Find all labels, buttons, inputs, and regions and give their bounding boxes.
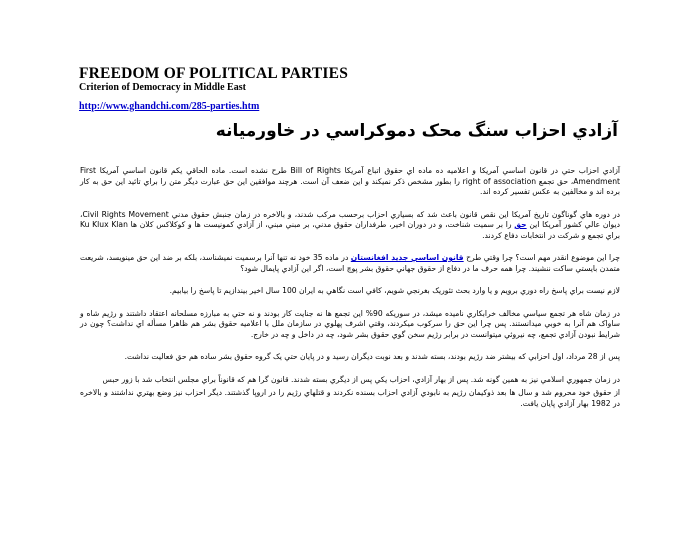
- paragraph-text: در زمان شاه هر تجمع سياسي مخالف خرابکاري ناميده ميشد، در سوريکه 90% اين تجمع ها نه جنايت کار بودند و نه حتي به مبارزه مسلحانه اعتقاد داشتند و رژيم شاه و ساواک هم آنرا به خوبي ميدانستند. پس چرا اين حق را سرکوب ميکردند، وقتي اشرف پهلوي در سازمان ملل با اعلاميه حقوق بشر هم ظاهرا مسأله اي نداشت؟ چون در شرايط نبودن آزادي تجمع، چه نيروئي ميتوانست در برابر رژيم سخن گوي حقوق بشر شود، چه در داخل و چه در خارج.: [80, 308, 620, 339]
- paragraph: [80, 210, 620, 242]
- paragraph: [80, 309, 620, 341]
- paragraph: [80, 352, 620, 363]
- paragraph-text: در دوره هاي گوناگون تاريخ آمريکا اين نقص قانون باعث شد که بسياري احزاب برحسب مرکب شدند، و بالاخره در زمان جنبش حقوق مدني Civil Rights Movement، ديوان عالي کشور آمريکا اين: [80, 209, 620, 229]
- english-subtitle: Criterion of Democracy in Middle East: [79, 82, 246, 93]
- paragraph-text: لازم نيست براي پاسخ راه دوري برويم و يا وارد بحث تئوريک بغرنجي شويم، کافي است نگاهي به ايران 100 سال اخير بيندازيم تا پاسخ را بيابيم.: [169, 286, 620, 295]
- paragraph-text: از حقوق خود محروم شد و سال ها بعد ذوکيمان رژيم به نابودي آزادي احزاب بسنده نکردند و قتلهاي رژيم را در اروپا گذشتند. ديگر احزاب نيز وضع بهتري نداشتند و بالاخره در 1982 بهار آزادي پايان يافت.: [80, 388, 620, 408]
- paragraph-text: در ماده 35 خود نه تنها آنرا برسميت نميشناسد، بلکه بر ضد اين حق مينويسد، شريعت متمدن بايستي ساکت ننشيند. چرا همه حرف ما در دفاع از حقوق جهاني حقوق بشر پوچ است، اگر اين آزادي پايمال شود؟: [80, 253, 620, 273]
- paragraph: [80, 388, 620, 409]
- paragraph-text: در زمان جمهوري اسلامي نيز به همين گونه شد. پس از بهار آزادي، احزاب يکي پس از ديگري بسته شدند. قانون گرا هم که قانوناً براي مجلس انتخاب شد با زور حبس: [102, 374, 620, 384]
- article-body: [80, 166, 620, 421]
- paragraph-text: چرا اين موضوع انقدر مهم است؟ چرا وقتي طرح: [463, 253, 620, 262]
- inline-link[interactable]: حق: [514, 220, 527, 229]
- paragraph: [80, 375, 620, 386]
- inline-link[interactable]: قانون اساسي جديد افغانستان: [350, 253, 464, 262]
- english-header: [79, 66, 499, 113]
- paragraph: [80, 253, 620, 274]
- paragraph-text: پس از 28 مرداد، اول احزابي که بيشتر ضد رژيم بودند، بسته شدند و بعد نوبت ديگران رسيد و در پايان حتي يک گروه حقوق بشر ساده هم حق فعاليت نداشت.: [124, 352, 620, 361]
- persian-title: آزادي احزاب سنگ محک دموکراسي در خاورميانه: [215, 121, 618, 141]
- paragraph: [80, 166, 620, 198]
- paragraph: [80, 286, 620, 297]
- source-link[interactable]: http://www.ghandchi.com/285-parties.htm: [79, 101, 260, 112]
- english-title: FREEDOM OF POLITICAL PARTIES: [79, 65, 349, 82]
- paragraph-text: آزادي احزاب حتي در قانون اساسي آمريکا و اعلاميه ده ماده اي حقوق اتباع آمريکا Bill of Rights طرح نشده است. ماده الحاقي يکم قانون اساسي آمريکا First Amendment، حق تجمع right of association را بطور مشخص ذکر نميکند و اين ضعف آن است. هرچند موافقين اين حق عبارت ديگر متن را براي تائيد اين حق به کار برده اند و مخالفين به عکس تفسير کرده اند.: [80, 166, 621, 196]
- paragraph-text: را بر سميت شناخت، و در دوران اخير، طرفداران حقوق مدني، بر مبني مبني، از آزادي کمونيست ها و کوکلاکس کلان ها Ku Klux Klan براي تجمع و شرکت در انتخابات دفاع کردند.: [80, 220, 620, 240]
